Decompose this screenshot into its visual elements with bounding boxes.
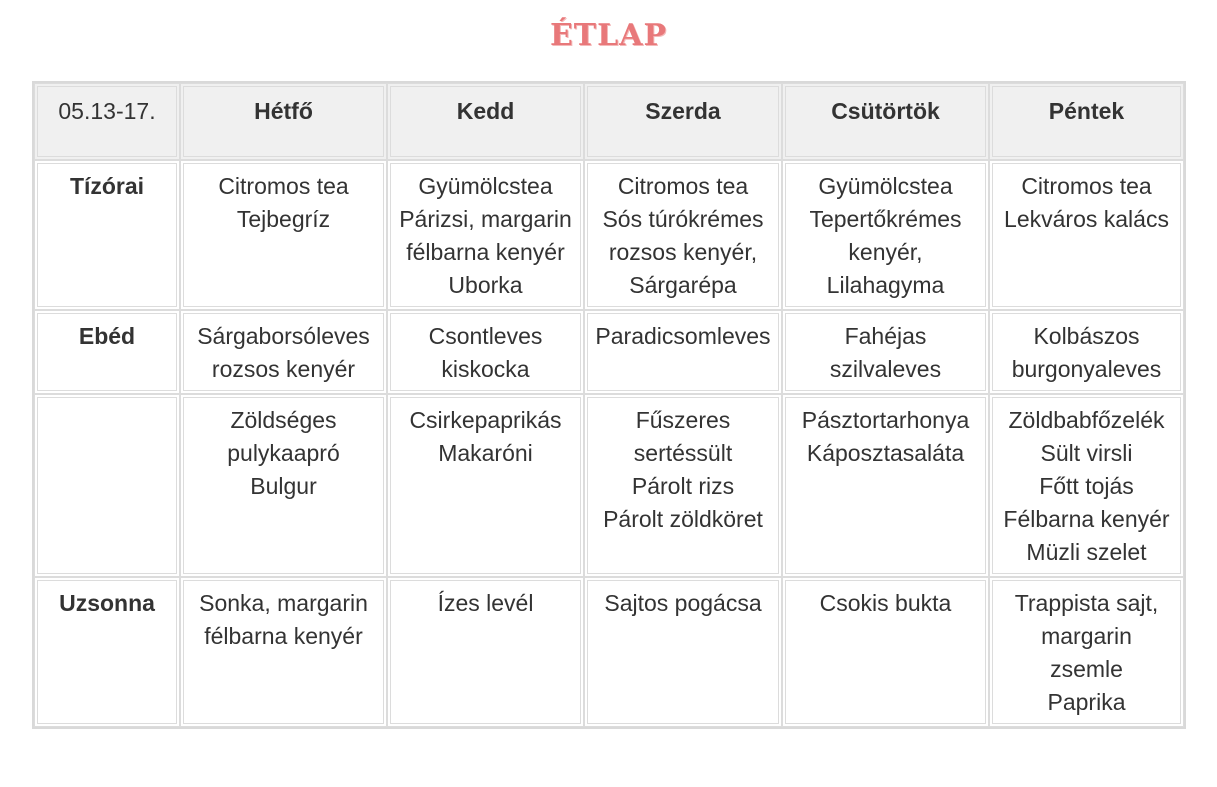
menu-item: félbarna kenyér bbox=[204, 623, 363, 649]
menu-item: Sonka, margarin bbox=[199, 590, 368, 616]
day-header-friday: Péntek bbox=[989, 83, 1184, 160]
menu-item: Müzli szelet bbox=[1026, 539, 1147, 565]
date-range-cell: 05.13-17. bbox=[34, 83, 180, 160]
meal-row bbox=[34, 577, 1184, 727]
menu-item: Pásztortarhonya bbox=[801, 407, 970, 433]
menu-item: zsemle bbox=[1050, 656, 1123, 682]
menu-item: rozsos kenyér bbox=[211, 356, 356, 382]
menu-item: Bulgur bbox=[250, 473, 317, 499]
menu-item: burgonyaleves bbox=[1011, 356, 1162, 382]
menu-cell-wednesday bbox=[584, 160, 782, 310]
menu-cell-tuesday bbox=[387, 394, 584, 577]
menu-cell-monday bbox=[180, 394, 387, 577]
menu-item: Sárgaborsóleves bbox=[197, 323, 370, 349]
meal-row-label bbox=[34, 394, 180, 577]
menu-item: Tejbegríz bbox=[236, 206, 331, 232]
menu-cell-friday bbox=[989, 310, 1184, 394]
menu-item: kenyér, bbox=[848, 239, 923, 265]
menu-cell-thursday bbox=[782, 160, 989, 310]
menu-item: Csontleves bbox=[428, 323, 543, 349]
page-title: ÉTLAP bbox=[549, 18, 668, 53]
menu-item: Párolt zöldköret bbox=[603, 506, 763, 532]
meal-row bbox=[34, 394, 1184, 577]
menu-item: félbarna kenyér bbox=[406, 239, 565, 265]
menu-item: Citromos tea bbox=[218, 173, 349, 199]
menu-item: Paradicsomleves bbox=[595, 323, 771, 349]
day-header-thursday: Csütörtök bbox=[782, 83, 989, 160]
menu-cell-wednesday bbox=[584, 577, 782, 727]
menu-cell-monday bbox=[180, 160, 387, 310]
meal-row bbox=[34, 310, 1184, 394]
menu-cell-tuesday bbox=[387, 310, 584, 394]
menu-item: Makaróni bbox=[438, 440, 533, 466]
menu-item: Zöldséges bbox=[230, 407, 337, 433]
menu-item: Lilahagyma bbox=[826, 272, 945, 298]
meal-row-label: Ebéd bbox=[34, 310, 180, 394]
menu-item: Sós túrókrémes bbox=[602, 206, 764, 232]
menu-cell-tuesday bbox=[387, 160, 584, 310]
menu-item: pulykaapró bbox=[227, 440, 340, 466]
menu-cell-tuesday bbox=[387, 577, 584, 727]
menu-table bbox=[34, 83, 1184, 727]
menu-item: margarin bbox=[1041, 623, 1132, 649]
menu-item: Paprika bbox=[1047, 689, 1126, 715]
menu-cell-wednesday bbox=[584, 394, 782, 577]
menu-item: Sajtos pogácsa bbox=[604, 590, 762, 616]
menu-cell-thursday bbox=[782, 577, 989, 727]
menu-item: szilvaleves bbox=[829, 356, 942, 382]
menu-item: Kolbászos bbox=[1033, 323, 1140, 349]
menu-item: Ízes levél bbox=[437, 590, 534, 616]
menu-item: Gyümölcstea bbox=[418, 173, 553, 199]
menu-item: Uborka bbox=[448, 272, 523, 298]
menu-item: Párizsi, margarin bbox=[399, 206, 572, 232]
day-header-monday: Hétfő bbox=[180, 83, 387, 160]
menu-item: Trappista sajt, bbox=[1014, 590, 1159, 616]
menu-item: Fahéjas bbox=[844, 323, 927, 349]
menu-cell-wednesday bbox=[584, 310, 782, 394]
menu-cell-monday bbox=[180, 577, 387, 727]
menu-item: Citromos tea bbox=[1021, 173, 1152, 199]
day-header-tuesday: Kedd bbox=[387, 83, 584, 160]
meal-row-label: Uzsonna bbox=[34, 577, 180, 727]
menu-item: Fűszeres bbox=[635, 407, 731, 433]
menu-item: Félbarna kenyér bbox=[1003, 506, 1170, 532]
menu-item: Főtt tojás bbox=[1039, 473, 1134, 499]
menu-item: Lekváros kalács bbox=[1004, 206, 1169, 232]
menu-cell-friday bbox=[989, 577, 1184, 727]
menu-item: rozsos kenyér, bbox=[608, 239, 758, 265]
menu-item: Citromos tea bbox=[617, 173, 749, 199]
menu-item: Sült virsli bbox=[1040, 440, 1133, 466]
menu-cell-friday bbox=[989, 160, 1184, 310]
menu-item: Gyümölcstea bbox=[818, 173, 953, 199]
menu-item: sertéssült bbox=[633, 440, 733, 466]
menu-item: Tepertőkrémes bbox=[809, 206, 962, 232]
menu-item: Zöldbabfőzelék bbox=[1008, 407, 1165, 433]
menu-item: Káposztasaláta bbox=[806, 440, 965, 466]
menu-cell-friday bbox=[989, 394, 1184, 577]
menu-cell-monday bbox=[180, 310, 387, 394]
menu-item: Sárgarépa bbox=[629, 272, 737, 298]
menu-item: Csokis bukta bbox=[819, 590, 952, 616]
header-row bbox=[34, 83, 1184, 160]
menu-item: kiskocka bbox=[441, 356, 530, 382]
menu-cell-thursday bbox=[782, 310, 989, 394]
day-header-wednesday: Szerda bbox=[584, 83, 782, 160]
meal-row-label: Tízórai bbox=[34, 160, 180, 310]
menu-item: Csirkepaprikás bbox=[409, 407, 562, 433]
menu-cell-thursday bbox=[782, 394, 989, 577]
menu-item: Párolt rizs bbox=[631, 473, 735, 499]
meal-row bbox=[34, 160, 1184, 310]
